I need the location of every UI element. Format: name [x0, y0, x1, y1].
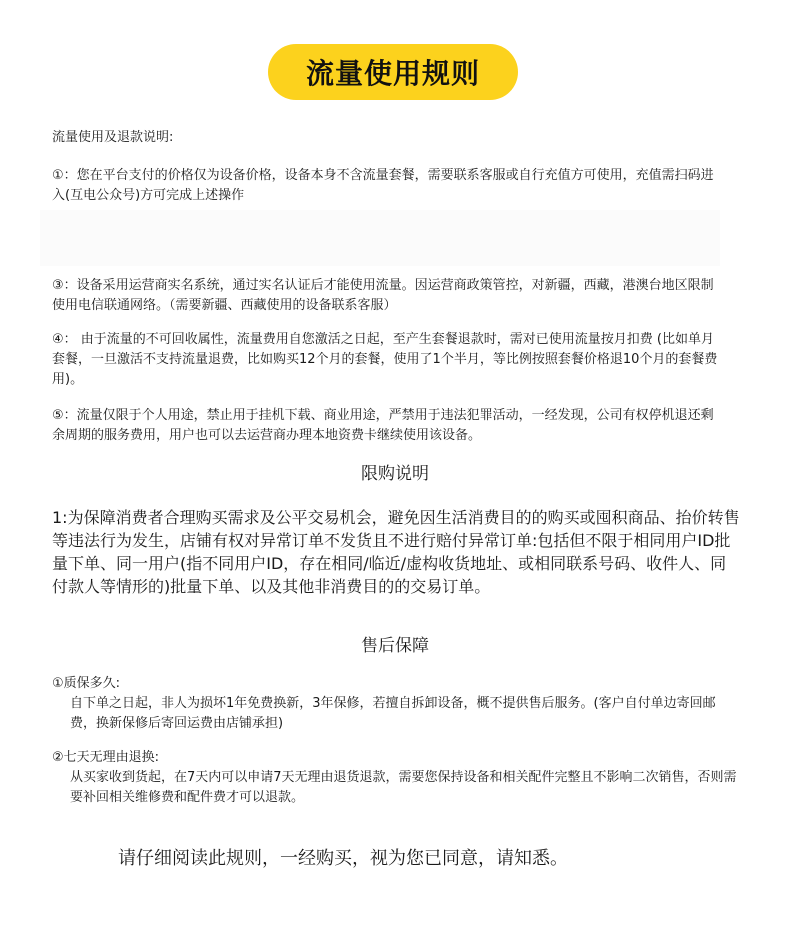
after-sales-heading: 售后保障	[361, 636, 429, 656]
after-sales-item-1-title: ①质保多久:	[52, 676, 121, 691]
footer-notice: 请仔细阅读此规则，一经购买，视为您已同意，请知悉。	[118, 848, 568, 869]
purchase-limit-heading: 限购说明	[361, 464, 429, 484]
purchase-limit-paragraph: 1:为保障消费者合理购买需求及公平交易机会，避免因生活消费目的的购买或囤积商品、抬价转售等违法行为发生，店铺有权对异常订单不发货且不进行赔付异常订单:包括但不限于相同用户ID批量下单、同一用户(指不同用户ID，存在相同/临近/虚构收货地址、或相同联系号码、收件人、同付款人等情形的)批量下单、以及其他非消费目的的交易订单。	[52, 508, 740, 596]
traffic-paragraph-3: ③：设备采用运营商实名系统，通过实名认证后才能使用流量。因运营商政策管控，对新疆，西藏，港澳台地区限制使用电信联通网络。（需要新疆、西藏使用的设备联系客服）	[52, 278, 714, 313]
blank-band	[40, 210, 720, 266]
traffic-paragraph-4: ④： 由于流量的不可回收属性，流量费用自您激活之日起，至产生套餐退款时，需对已使用流量按月扣费 (比如单月套餐，一旦激活不支持流量退费，比如购买12个月的套餐，使用了1个半月，等比例按照套餐价格退10个月的套餐费用)。	[52, 332, 718, 387]
traffic-intro: 流量使用及退款说明:	[52, 130, 174, 145]
after-sales-item-1-body: 自下单之日起，非人为损坏1年免费换新，3年保修，若擅自拆卸设备，概不提供售后服务。(客户自付单边寄回邮费，换新保修后寄回运费由店铺承担)	[70, 696, 716, 731]
after-sales-item-2-body: 从买家收到货起，在7天内可以申请7天无理由退货退款，需要您保持设备和相关配件完整且不影响二次销售，否则需要补回相关维修费和配件费才可以退款。	[70, 770, 737, 805]
traffic-paragraph-5: ⑤：流量仅限于个人用途，禁止用于挂机下载、商业用途，严禁用于违法犯罪活动，一经发现，公司有权停机退还剩余周期的服务费用，用户也可以去运营商办理本地资费卡继续使用该设备。	[52, 408, 714, 443]
after-sales-item-2-title: ②七天无理由退换:	[52, 750, 160, 765]
page-title: 流量使用规则	[268, 44, 518, 100]
traffic-paragraph-1: ①：您在平台支付的价格仅为设备价格，设备本身不含流量套餐，需要联系客服或自行充值方可使用，充值需扫码进入(互电公众号)方可完成上述操作	[52, 168, 714, 203]
